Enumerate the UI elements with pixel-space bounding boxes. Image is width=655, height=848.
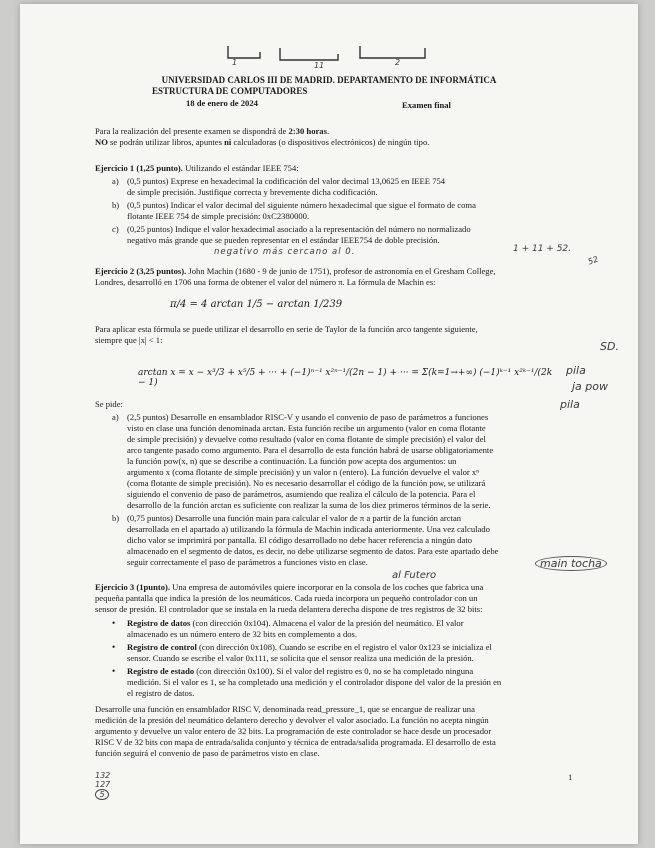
bullet-3-line2: medición. Si el valor es 1, se ha completado una medición y el controlador dispone del valor de la presión en (127, 677, 502, 687)
instr-text-2: se podrán utilizar libros, apuntes (107, 137, 225, 147)
ej2-a-line9: desarrollo de la función arctan es suficiente con realizar la suma de los diez primeros términos de la serie. (127, 500, 491, 510)
se-pide: Se pide: (95, 399, 123, 409)
ej2-a-line8: siguiendo el convenio de paso de parámetros, asumiendo que realiza el cálculo de la potencia. Para el (127, 489, 476, 499)
hand-note-pila-2: pila (560, 398, 580, 411)
ej2-a-line7: (coma flotante de simple precisión). No es necesario desarrollar el código de la función pow, se utilizará (127, 478, 486, 488)
ej3-intro2: sensor de presión. El controlador que se instala en la rueda delantera derecha dispone de tres registros de 32 bits: (95, 604, 483, 614)
bullet-icon: • (112, 618, 116, 628)
instructions-line-1 (95, 126, 329, 137)
instr-duration: 2:30 horas (288, 126, 327, 136)
ej1-a-line1: (0,5 puntos) Exprese en hexadecimal la codificación del valor decimal 13,0625 en IEEE 754 (127, 176, 446, 186)
ej3-bullet-2 (127, 642, 492, 653)
university-header: UNIVERSIDAD CARLOS III DE MADRID. DEPARTAMENTO DE INFORMÁTICA (161, 75, 497, 85)
hand-note-negativo: negativo más cercano al 0. (214, 247, 356, 257)
ej3-title: Ejercicio 3 (1punto). (95, 582, 171, 592)
bullet-1-line1: (con dirección 0x104). Almacena el valor de la presión del neumático. El valor (190, 618, 464, 628)
ej3-intro1: pequeña pantalla que indica la presión de los neumáticos. Cada rueda incorpora un pequeño controlador con un (95, 593, 478, 603)
taylor-intro1: Para aplicar esta fórmula se puede utilizar el desarrollo en serie de Taylor de la función arco tangente siguiente, (95, 324, 478, 334)
hand-note-sum: 1 + 11 + 52. (513, 244, 572, 254)
ej1-a-line2: de simple precisión. Justifique correcta y brevemente dicha codificación. (127, 187, 378, 197)
ej2-b-line1: (0,75 puntos) Desarrolle una función main para calcular el valor de π a partir de la función arctan (127, 513, 462, 523)
instr-no: NO (95, 137, 108, 147)
ej2-a-line5: la función pow(x, n) que se describe a continuación. La función pow acepta dos argumentos: un (127, 456, 457, 466)
bullet-icon: • (112, 666, 116, 676)
ej2-a-line6: argumento x (coma flotante de simple precisión) y un valor n (entero). La función devuelve el valor xⁿ (127, 467, 479, 477)
ej2-b-line2: desarrollada en el apartado a) utilizando la fórmula de Machin indicada anteriormente. Una vez calculado (127, 524, 490, 534)
hand-mark-11: 11 (314, 61, 325, 70)
ej1-intro: Utilizando el estándar IEEE 754: (182, 163, 299, 173)
bullet-3-line1: (con dirección 0x100). Si el valor del registro es 0, no se ha completado ninguna (194, 666, 474, 676)
hand-note-main-tocha: main tocha (535, 556, 607, 571)
instr-text-3: calculadoras (o dispositivos electrónicos) de ningún tipo. (231, 137, 430, 147)
exam-date: 18 de enero de 2024 (186, 98, 258, 108)
ej2-b-label: b) (112, 513, 120, 523)
instructions-line-2 (95, 137, 429, 148)
exam-type: Examen final (402, 100, 451, 110)
bullet-3-line3: el registro de datos. (127, 688, 195, 698)
hand-calc-1: 132 (95, 771, 111, 780)
ej1-title: Ejercicio 1 (1,25 punto). (95, 163, 183, 173)
machin-formula: π/4 = 4 arctan 1/5 − arctan 1/239 (170, 299, 343, 310)
ej3-intro0: Una empresa de automóviles quiere incorporar en la consola de los coches que fabrica una (170, 582, 484, 592)
bullet-icon: • (112, 642, 116, 652)
hand-calc-bottom (95, 771, 110, 800)
ej2-a-line4: arco tangente pasado como argumento. Para el desarrollo de esta función habrá de usarse obligatoriamente (127, 445, 494, 455)
ej2-title: Ejercicio 2 (3,25 puntos). (95, 266, 187, 276)
hand-note-ja-pow: ja pow (572, 380, 609, 393)
ej2-a-line2: visto en clase una función denominada arctan. Esta función recibe un argumento (valor en coma flotante (127, 423, 486, 433)
ej3-final-3: argumento y devuelve un valor entero de 32 bits. La programación de este controlador se hace desde un procesador (95, 726, 492, 736)
ej3-final-1: Desarrolle una función en ensamblador RISC V, denominada read_pressure_1, que se encargue de realizar una (95, 704, 475, 714)
ej2-intro1: John Machin (1680 - 9 de junio de 1751), profesor de astronomía en el Gresham College, (186, 266, 496, 276)
ej3-bullet-1 (127, 618, 464, 629)
ej1-c-line1: (0,25 puntos) Indique el valor hexadecimal asociado a la representación del número no normalizado (127, 224, 471, 234)
hand-calc-3: 5 (95, 789, 109, 800)
ej1-heading (95, 163, 299, 174)
ej2-a-line3: de simple precisión) y devuelve como resultado (valor en coma flotante de simple precisión) el valor del (127, 434, 486, 444)
ej2-heading (95, 266, 496, 277)
hand-note-al-futero: al Futero (392, 570, 437, 581)
page-number: 1 (568, 772, 573, 782)
hand-calc-2: 127 (95, 780, 111, 789)
instr-ni: ni (224, 137, 232, 147)
ej3-heading (95, 582, 483, 593)
ej2-b-line3: dicho valor se imprimirá por pantalla. El código desarrollado no debe hacer referencia a ningún dato (127, 535, 473, 545)
bullet-2-line1: (con dirección 0x108). Cuando se escribe en el registro el valor 0x123 se inicializa el (196, 642, 492, 652)
hand-note-pila-1: pila (566, 364, 586, 377)
ej1-c-label: c) (112, 224, 119, 234)
ej2-b-line4: almacenado en el segmento de datos, es decir, no debe utilizarse segmento de datos. Para este apartado debe (127, 546, 499, 556)
ej3-final-4: RISC V de 32 bits con mapa de entrada/salida conjunto y técnica de entrada/salida programada. El desarrollo de esta (95, 737, 496, 747)
bullet-2-title: Registro de control (127, 642, 197, 652)
exam-sheet (20, 4, 638, 844)
ej1-b-line2: flotante IEEE 754 de simple precisión: 0xC2380000. (127, 211, 310, 221)
ej3-final-2: medición de la presión del neumático delantero derecho y devolver el valor asociado. La función no acepta ningún (95, 715, 489, 725)
hand-note-52: 52 (586, 254, 600, 267)
bullet-2-line2: sensor. Cuando se escribe el valor 0x111, se solicita que el sensor realiza una medición de la presión. (127, 653, 474, 663)
ej2-intro2: Londres, desarrolló en 1706 una forma de obtener el valor del número π. La fórmula de Machin es: (95, 277, 436, 287)
taylor-series: arctan x = x − x³/3 + x⁵/5 + ··· + (−1)ⁿ⁻¹ x²ⁿ⁻¹/(2n − 1) + ··· = Σ(k=1→+∞) (−1)ᵏ⁻¹ x²ᵏ⁻¹/(2k − 1) (138, 368, 553, 388)
taylor-intro2: siempre que |x| < 1: (95, 335, 163, 345)
handwritten-brackets (220, 42, 460, 72)
bullet-3-title: Registro de estado (127, 666, 195, 676)
ej1-b-label: b) (112, 200, 120, 210)
instr-text: Para la realización del presente examen se dispondrá de (95, 126, 289, 136)
ej1-a-label: a) (112, 176, 119, 186)
bullet-1-line2: almacenado es un número entero de 32 bits en complemento a dos. (127, 629, 358, 639)
ej2-a-line1: (2,5 puntos) Desarrolle en ensamblador RISC-V y usando el convenio de paso de parámetros a funciones (127, 412, 489, 422)
hand-note-sd: SD. (600, 340, 619, 353)
ej1-b-line1: (0,5 puntos) Indicar el valor decimal del siguiente número hexadecimal que sigue el formato de coma (127, 200, 476, 210)
hand-mark-1: 1 (232, 58, 238, 67)
ej2-a-label: a) (112, 412, 119, 422)
course-title: ESTRUCTURA DE COMPUTADORES (152, 86, 308, 96)
ej2-b-line5: seguir correctamente el paso de parámetros a funciones visto en clase. (127, 557, 368, 567)
ej1-c-line2: negativo más grande que se pueden representar en el estándar IEEE754 de doble precisión. (127, 235, 440, 245)
instr-period: . (326, 126, 330, 136)
ej3-bullet-3 (127, 666, 473, 677)
hand-mark-2: 2 (395, 58, 401, 67)
bullet-1-title: Registro de datos (127, 618, 191, 628)
ej3-final-5: función seguirá el convenio de paso de parámetros visto en clase. (95, 748, 320, 758)
